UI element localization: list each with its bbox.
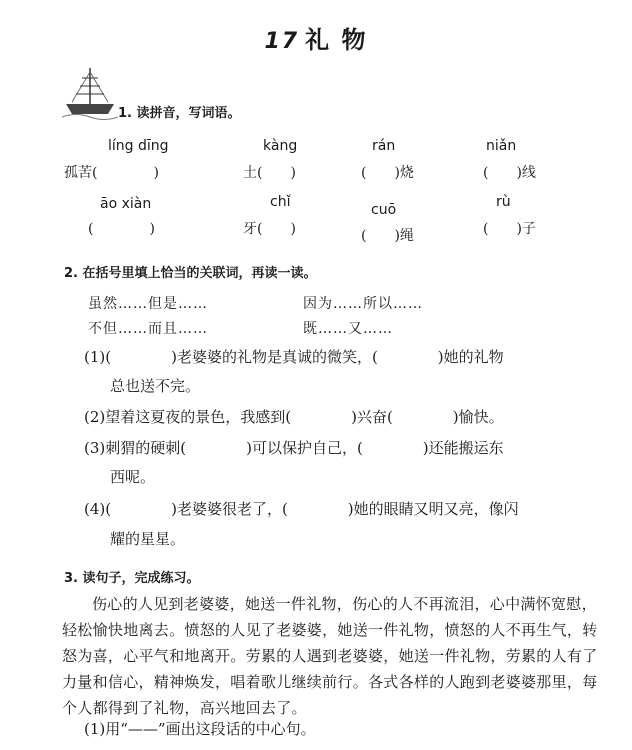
question-2-1-cont: 总也送不完。 (110, 377, 201, 395)
blank-cell-7[interactable]: ( )绳 (361, 228, 414, 244)
blank-cell-3[interactable]: ( )烧 (361, 165, 414, 181)
blank-cell-2[interactable]: 土( ) (243, 165, 296, 181)
pinyin-4: niǎn (486, 138, 517, 154)
pinyin-2: kàng (263, 138, 298, 154)
question-2-3-cont: 西呢。 (110, 468, 156, 486)
question-2-4-cont: 耀的星星。 (110, 530, 186, 548)
pinyin-3: rán (372, 138, 396, 154)
lesson-number: 17 (264, 29, 300, 54)
reading-paragraph: 伤心的人见到老婆婆，她送一件礼物，伤心的人不再流泪，心中满怀宽慰，轻松愉快地离去。愤怒的人见了老婆婆，她送一件礼物，愤怒的人不再生气，转怒为喜，心平气和地离开。劳累的人遇到老婆婆，她送一件礼物，劳累的人有了力量和信心，精神焕发，唱着歌儿继续前行。各式各样的人跑到老婆婆那里，每个人都得到了礼物，高兴地回去了。 (62, 595, 598, 717)
section3-heading: 3. 读句子，完成练习。 (64, 571, 200, 586)
lesson-title: 礼 物 (305, 25, 368, 54)
page-title (0, 20, 632, 55)
connective-word-4: 既……又…… (303, 321, 393, 337)
question-2-3: (3)刺猬的硬刺( )可以保护自己，( )还能搬运东 (84, 439, 504, 457)
blank-cell-8[interactable]: ( )子 (483, 221, 536, 237)
connective-word-2: 因为……所以…… (303, 296, 423, 312)
section2-heading: 2. 在括号里填上恰当的关联词，再读一读。 (64, 266, 317, 281)
blank-cell-5[interactable]: ( ) (88, 221, 155, 237)
blank-cell-1[interactable]: 孤苦( ) (64, 165, 159, 181)
question-2-4: (4)( )老婆婆很老了，( )她的眼睛又明又亮，像闪 (84, 500, 519, 518)
question-2-1: (1)( )老婆婆的礼物是真诚的微笑，( )她的礼物 (84, 348, 504, 366)
connective-word-3: 不但……而且…… (88, 321, 208, 337)
question-2-2: (2)望着这夏夜的景色，我感到( )兴奋( )愉快。 (84, 408, 504, 426)
section1-heading: 1. 读拼音，写词语。 (118, 106, 241, 121)
sailing-ship-icon (62, 66, 118, 120)
blank-cell-6[interactable]: 牙( ) (243, 221, 296, 237)
pinyin-7: cuō (371, 202, 397, 218)
question-3-1: (1)用“——”画出这段话的中心句。 (84, 720, 316, 738)
blank-cell-4[interactable]: ( )线 (483, 165, 536, 181)
pinyin-8: rù (496, 194, 511, 210)
pinyin-5: āo xiàn (100, 196, 152, 212)
pinyin-6: chǐ (270, 194, 291, 210)
pinyin-1: líng dīng (108, 138, 169, 154)
connective-word-1: 虽然……但是…… (88, 296, 208, 312)
